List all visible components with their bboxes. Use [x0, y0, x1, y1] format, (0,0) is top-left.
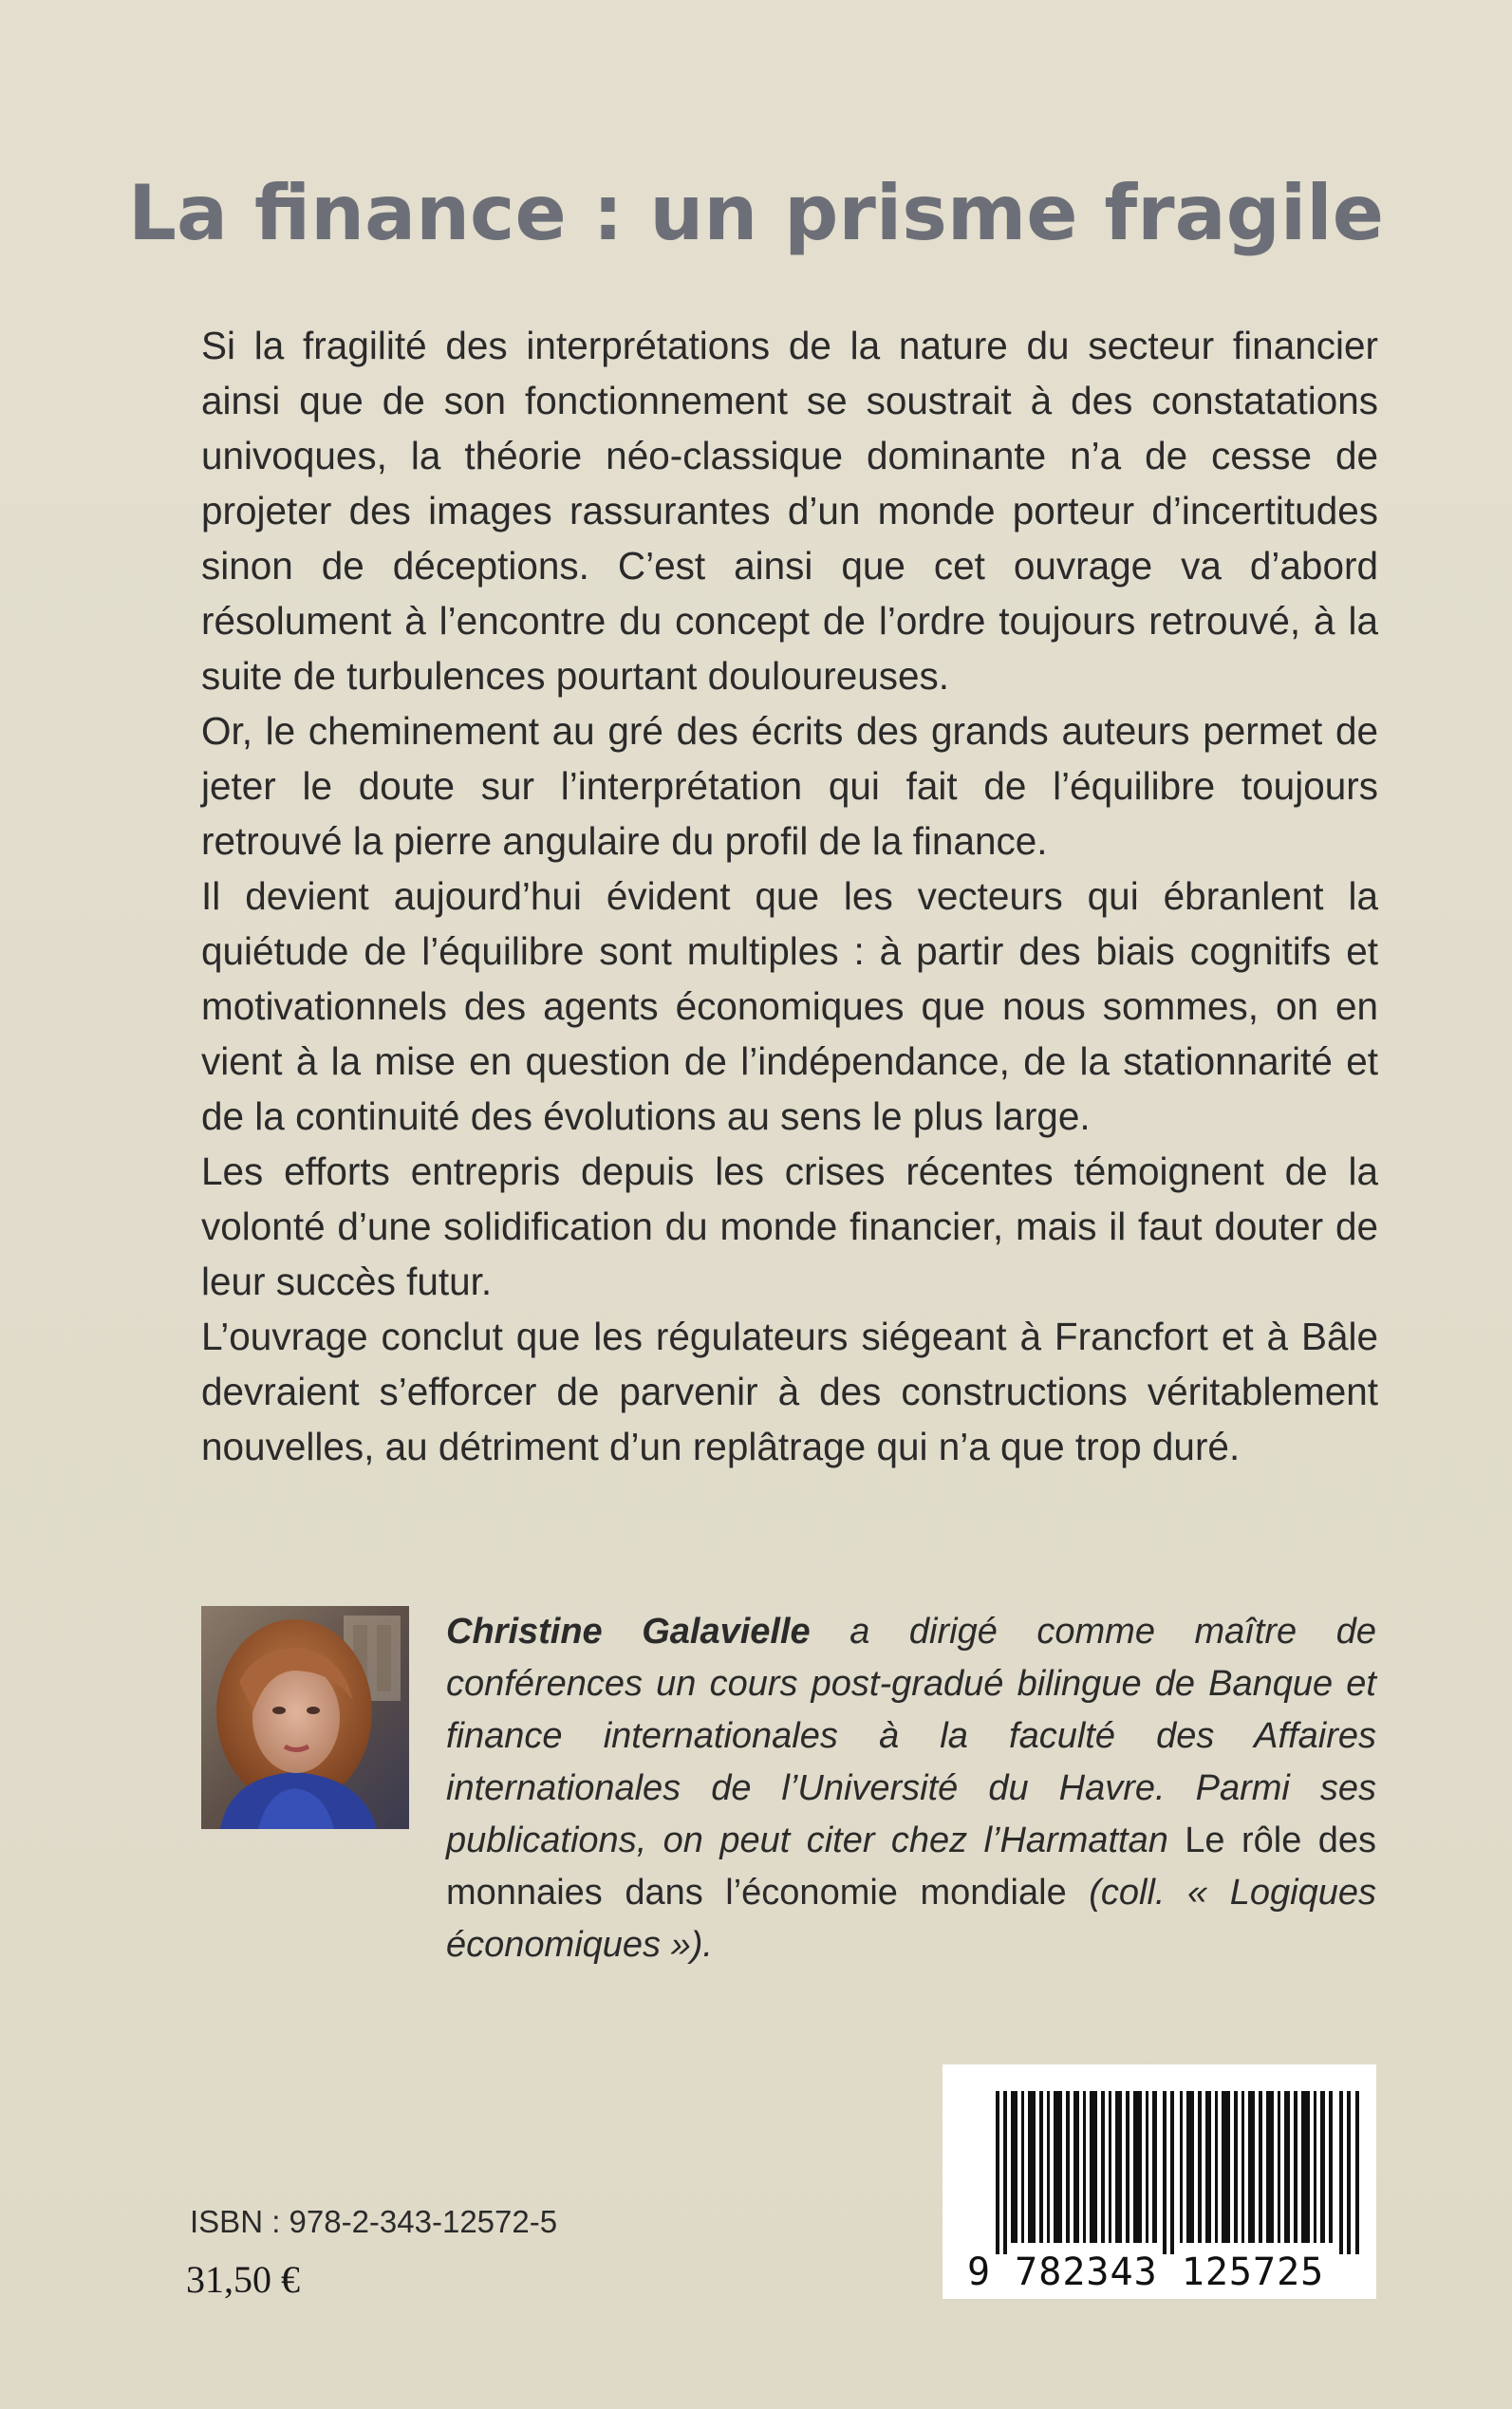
blurb	[201, 318, 1378, 1474]
blurb-paragraph-2: Or, le cheminement au gré des écrits des grands auteurs permet de jeter le doute sur l’interprétation qui fait de l’équilibre toujours retrouvé la pierre angulaire du profil de la finance.	[201, 709, 1378, 863]
author-portrait-image	[201, 1606, 409, 1829]
book-title: La finance : un prisme fragile	[128, 169, 1384, 257]
bio-text-1: a dirigé comme maître de conférences un cours post-gradué bilingue de Banque et finance internationales à la faculté des Affaires internationales de l’Université du Havre. Parmi ses publications, on peut citer chez l’Harmattan	[446, 1612, 1376, 1860]
author-photo	[201, 1606, 409, 1829]
author-section	[201, 1606, 1378, 1976]
blurb-paragraph-5: L’ouvrage conclut que les régulateurs siégeant à Francfort et à Bâle devraient s’efforcer de parvenir à des constructions véritablement nouvelles, au détriment d’un replâtrage qui n’a que trop duré.	[201, 1315, 1378, 1468]
barcode	[943, 2064, 1376, 2299]
blurb-paragraph-1: Si la fragilité des interprétations de la nature du secteur financier ainsi que de son fonctionnement se soustrait à des constatations univoques, la théorie néo-classique dominante n’a de cesse de projeter des images rassurantes d’un monde porteur d’incertitudes sinon de déceptions. C’est ainsi que cet ouvrage va d’abord résolument à l’encontre du concept de l’ordre toujours retrouvé, à la suite de turbulences pourtant douloureuses.	[201, 324, 1378, 698]
cited-book-title: Le rôle des monnaies dans l’économie mondiale	[446, 1821, 1376, 1913]
author-name: Christine Galavielle	[446, 1612, 811, 1652]
bio-text-2: (coll. « Logiques économiques »).	[446, 1873, 1376, 1965]
blurb-paragraph-4: Les efforts entrepris depuis les crises récentes témoignent de la volonté d’une solidification du monde financier, mais il faut douter de leur succès futur.	[201, 1149, 1378, 1303]
barcode-bars	[996, 2091, 1361, 2254]
author-bio	[446, 1606, 1376, 1971]
blurb-paragraph-3: Il devient aujourd’hui évident que les vecteurs qui ébranlent la quiétude de l’équilibre sont multiples : à partir des biais cognitifs et motivationnels des agents économiques que nous sommes, on en vient à la mise en question de l’indépendance, de la stationnarité et de la continuité des évolutions au sens le plus large.	[201, 874, 1378, 1138]
barcode-number: 9 782343 125725	[967, 2250, 1325, 2294]
price-label: 31,50 €	[186, 2258, 300, 2301]
isbn-label: ISBN : 978-2-343-12572-5	[190, 2204, 558, 2239]
